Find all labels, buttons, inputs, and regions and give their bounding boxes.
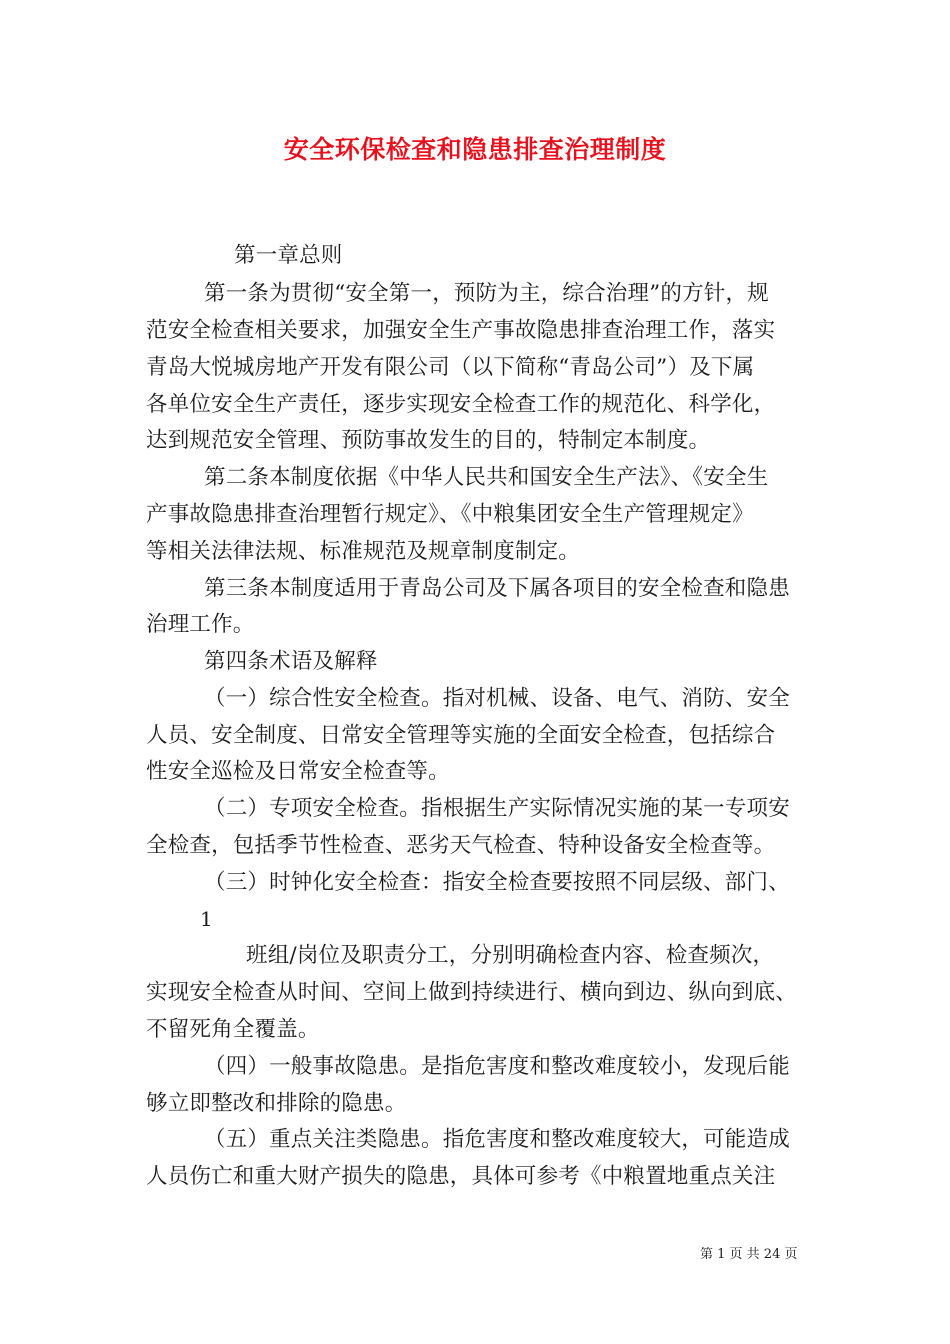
page-footer: 第 1 页 共 24 页: [700, 1247, 798, 1262]
body-line: 性安全巡检及日常安全检查等。: [146, 759, 450, 784]
body-line: 产事故隐患排查治理暂行规定》、《中粮集团安全生产管理规定》: [146, 502, 754, 527]
body-line: 人员、安全制度、日常安全管理等实施的全面安全检查，包括综合: [146, 723, 776, 748]
body-line: 全检查，包括季节性检查、恶劣天气检查、特种设备安全检查等。: [146, 833, 776, 858]
body-line: （三）时钟化安全检查：指安全检查要按照不同层级、部门、: [204, 870, 790, 895]
body-line: 范安全检查相关要求，加强安全生产事故隐患排查治理工作，落实: [146, 318, 776, 343]
body-line: 第四条术语及解释: [204, 649, 378, 674]
body-line: （一）综合性安全检查。指对机械、设备、电气、消防、安全: [204, 686, 790, 711]
body-line: 班组/岗位及职责分工，分别明确检查内容、检查频次，: [246, 943, 775, 968]
body-line: 不留死角全覆盖。: [146, 1017, 320, 1042]
body-line: 够立即整改和排除的隐患。: [146, 1091, 407, 1116]
body-line: 第一条为贯彻“安全第一，预防为主，综合治理”的方针，规: [204, 281, 769, 306]
body-line: （五）重点关注类隐患。指危害度和整改难度较大，可能造成: [204, 1127, 790, 1152]
body-line: 各单位安全生产责任，逐步实现安全检查工作的规范化、科学化，: [146, 392, 776, 417]
body-line: 第三条本制度适用于青岛公司及下属各项目的安全检查和隐患: [204, 576, 790, 601]
body-line: 等相关法律法规、标准规范及规章制度制定。: [146, 539, 581, 564]
page-number: 1: [200, 907, 213, 931]
body-line: 第二条本制度依据《中华人民共和国安全生产法》、《安全生: [204, 465, 769, 490]
document-title: 安全环保检查和隐患排查治理制度: [283, 135, 667, 164]
body-line: 实现安全检查从时间、空间上做到持续进行、横向到边、纵向到底、: [146, 980, 798, 1005]
body-line: 达到规范安全管理、预防事故发生的目的，特制定本制度。: [146, 428, 711, 453]
body-line: 青岛大悦城房地产开发有限公司（以下简称“青岛公司”）及下属: [146, 355, 755, 380]
body-line: （四）一般事故隐患。是指危害度和整改难度较小，发现后能: [204, 1054, 790, 1079]
body-line: 治理工作。: [146, 612, 255, 637]
chapter-heading: 第一章总则: [234, 243, 343, 268]
body-line: （二）专项安全检查。指根据生产实际情况实施的某一专项安: [204, 796, 790, 821]
body-line: 人员伤亡和重大财产损失的隐患，具体可参考《中粮置地重点关注: [146, 1164, 776, 1189]
